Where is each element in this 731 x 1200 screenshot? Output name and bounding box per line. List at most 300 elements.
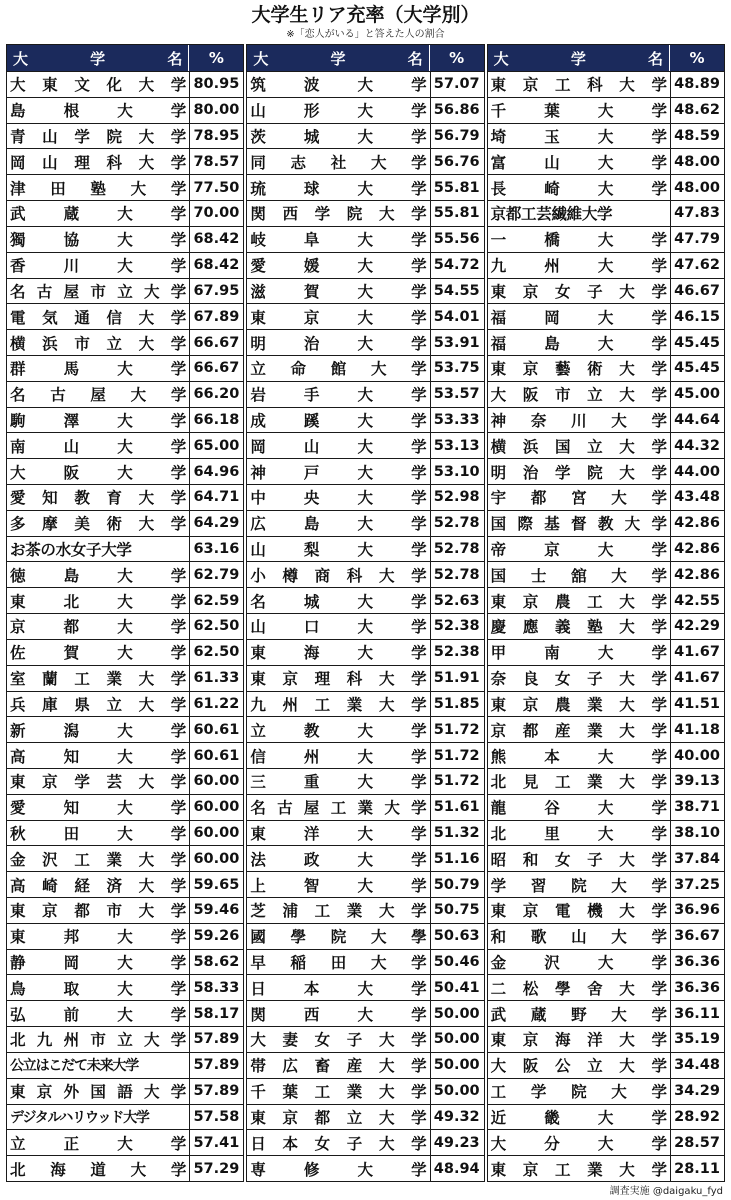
percent-value: 62.59 — [189, 588, 243, 613]
percent-value: 60.00 — [189, 769, 243, 794]
university-name: 立 命 館 大 学 — [250, 360, 427, 379]
header-name-char: 名 — [407, 49, 423, 68]
university-name: 静 岡 大 学 — [10, 954, 187, 973]
table-row — [247, 845, 483, 871]
table-row — [7, 949, 243, 975]
table-row — [488, 716, 724, 742]
percent-value: 67.95 — [189, 279, 243, 304]
table-row — [488, 1129, 724, 1155]
university-name: 青 山 学 院 大 学 — [10, 128, 187, 147]
university-name: 関 西 学 院 大 学 — [250, 205, 427, 224]
university-name: 大 妻 女 子 大 学 — [250, 1031, 427, 1050]
percent-value: 46.15 — [670, 304, 724, 329]
table-row — [488, 200, 724, 226]
university-name: 昭 和 女 子 大 学 — [490, 850, 667, 869]
university-name: 奈 良 女 子 大 学 — [490, 670, 667, 689]
university-name: 上 智 大 学 — [250, 876, 427, 895]
university-name: 京 都 産 業 大 学 — [490, 721, 667, 740]
table-row — [247, 691, 483, 717]
university-name: 芝 浦 工 業 大 学 — [250, 902, 427, 921]
column-header — [247, 45, 483, 71]
table-row — [247, 484, 483, 510]
university-name: デジタルハリウッド大学 — [10, 1109, 149, 1126]
percent-value: 52.78 — [430, 537, 484, 562]
university-name: 法 政 大 学 — [250, 850, 427, 869]
university-name: お茶の水女子大学 — [10, 541, 132, 560]
university-name: 北 海 道 大 学 — [10, 1160, 187, 1179]
university-name: 琉 球 大 学 — [250, 179, 427, 198]
table-row — [488, 871, 724, 897]
table-row — [7, 897, 243, 923]
percent-value: 34.29 — [670, 1079, 724, 1104]
table-row — [7, 123, 243, 149]
percent-value: 68.42 — [189, 227, 243, 252]
percent-value: 59.46 — [189, 898, 243, 923]
percent-value: 60.00 — [189, 795, 243, 820]
table-row — [247, 148, 483, 174]
percent-value: 45.45 — [670, 356, 724, 381]
table-rows — [488, 71, 724, 1181]
university-name: 近 畿 大 学 — [490, 1108, 667, 1127]
percent-value: 67.89 — [189, 304, 243, 329]
table-row — [488, 432, 724, 458]
percent-value: 40.00 — [670, 743, 724, 768]
table-row — [7, 355, 243, 381]
university-name: 神 戸 大 学 — [250, 463, 427, 482]
table-column-2 — [246, 44, 484, 1182]
header-percent: % — [429, 45, 484, 71]
percent-value: 65.00 — [189, 433, 243, 458]
university-name: 金 沢 大 学 — [490, 954, 667, 973]
university-name: 東 京 農 工 大 学 — [490, 592, 667, 611]
percent-value: 42.86 — [670, 511, 724, 536]
table-row — [247, 1052, 483, 1078]
percent-value: 46.67 — [670, 279, 724, 304]
university-name: 秋 田 大 学 — [10, 824, 187, 843]
table-row — [488, 303, 724, 329]
percent-value: 42.86 — [670, 537, 724, 562]
university-name: 同 志 社 大 学 — [250, 153, 427, 172]
table-row — [247, 974, 483, 1000]
university-name: 金 沢 工 業 大 学 — [10, 850, 187, 869]
percent-value: 41.51 — [670, 692, 724, 717]
university-name: 公立はこだて未来大学 — [10, 1058, 138, 1075]
percent-value: 56.79 — [430, 124, 484, 149]
percent-value: 61.33 — [189, 666, 243, 691]
university-name: 岡 山 大 学 — [250, 437, 427, 456]
university-name: 早 稲 田 大 学 — [250, 954, 427, 973]
table-row — [488, 1155, 724, 1181]
university-name: 東 京 外 国 語 大 学 — [10, 1083, 187, 1102]
table-row — [247, 1078, 483, 1104]
university-name: 明 治 学 院 大 学 — [490, 463, 667, 482]
table-row — [247, 252, 483, 278]
percent-value: 52.38 — [430, 614, 484, 639]
table-row — [247, 381, 483, 407]
university-name: 徳 島 大 学 — [10, 566, 187, 585]
percent-value: 60.00 — [189, 846, 243, 871]
university-name: 駒 澤 大 学 — [10, 411, 187, 430]
table-row — [247, 303, 483, 329]
percent-value: 50.46 — [430, 950, 484, 975]
university-name: 長 崎 大 学 — [490, 179, 667, 198]
university-name: 名 古 屋 大 学 — [10, 386, 187, 405]
university-name: 立 正 大 学 — [10, 1134, 187, 1153]
percent-value: 63.16 — [189, 537, 243, 562]
table-row — [488, 974, 724, 1000]
table-rows — [247, 71, 483, 1181]
university-name: 国 士 舘 大 学 — [490, 566, 667, 585]
percent-value: 54.01 — [430, 304, 484, 329]
table-row — [7, 329, 243, 355]
university-name: 成 蹊 大 学 — [250, 411, 427, 430]
table-row — [247, 587, 483, 613]
table-row — [7, 278, 243, 304]
percent-value: 55.81 — [430, 175, 484, 200]
percent-value: 52.98 — [430, 485, 484, 510]
university-name: 国 際 基 督 教 大 学 — [490, 515, 667, 534]
table-row — [247, 768, 483, 794]
table-row — [488, 1052, 724, 1078]
table-rows — [7, 71, 243, 1181]
ranking-table — [6, 44, 725, 1182]
table-row — [247, 716, 483, 742]
table-row — [7, 381, 243, 407]
university-name: 岐 阜 大 学 — [250, 231, 427, 250]
percent-value: 36.36 — [670, 975, 724, 1000]
table-row — [488, 329, 724, 355]
table-row — [7, 1052, 243, 1078]
percent-value: 62.50 — [189, 640, 243, 665]
table-row — [247, 1104, 483, 1130]
university-name: 学 習 院 大 学 — [490, 876, 667, 895]
university-name: 千 葉 大 学 — [490, 102, 667, 121]
percent-value: 78.57 — [189, 149, 243, 174]
table-row — [247, 536, 483, 562]
table-row — [488, 510, 724, 536]
header-name — [7, 45, 188, 71]
table-row — [247, 200, 483, 226]
table-row — [247, 613, 483, 639]
table-row — [7, 148, 243, 174]
percent-value: 48.89 — [670, 72, 724, 97]
percent-value: 52.78 — [430, 562, 484, 587]
header-name-char: 学 — [570, 49, 586, 68]
table-row — [488, 536, 724, 562]
percent-value: 60.00 — [189, 821, 243, 846]
percent-value: 53.57 — [430, 382, 484, 407]
university-name: 東 京 都 立 大 学 — [250, 1108, 427, 1127]
percent-value: 49.23 — [430, 1130, 484, 1155]
percent-value: 34.48 — [670, 1053, 724, 1078]
university-name: 東 京 工 業 大 学 — [490, 1160, 667, 1179]
university-name: 室 蘭 工 業 大 学 — [10, 670, 187, 689]
table-row — [247, 639, 483, 665]
university-name: 國 學 院 大 學 — [250, 928, 427, 947]
table-row — [247, 278, 483, 304]
table-row — [7, 613, 243, 639]
header-percent: % — [188, 45, 243, 71]
percent-value: 55.56 — [430, 227, 484, 252]
table-row — [7, 665, 243, 691]
header-name — [247, 45, 428, 71]
percent-value: 60.61 — [189, 717, 243, 742]
university-name: 北 見 工 業 大 学 — [490, 773, 667, 792]
percent-value: 37.84 — [670, 846, 724, 871]
university-name: 東 京 理 科 大 学 — [250, 670, 427, 689]
university-name: 東 京 工 科 大 学 — [490, 76, 667, 95]
percent-value: 50.00 — [430, 1053, 484, 1078]
table-row — [488, 561, 724, 587]
table-row — [488, 1000, 724, 1026]
table-row — [247, 820, 483, 846]
table-row — [247, 742, 483, 768]
university-name: 千 葉 工 業 大 学 — [250, 1083, 427, 1102]
percent-value: 48.59 — [670, 124, 724, 149]
percent-value: 51.72 — [430, 769, 484, 794]
table-row — [247, 871, 483, 897]
percent-value: 38.10 — [670, 821, 724, 846]
university-name: 新 潟 大 学 — [10, 721, 187, 740]
percent-value: 56.76 — [430, 149, 484, 174]
table-column-3 — [487, 44, 725, 1182]
university-name: 香 川 大 学 — [10, 257, 187, 276]
table-row — [7, 845, 243, 871]
table-row — [488, 226, 724, 252]
percent-value: 78.95 — [189, 124, 243, 149]
table-row — [247, 561, 483, 587]
percent-value: 37.25 — [670, 872, 724, 897]
table-row — [7, 174, 243, 200]
header-name-char: 学 — [330, 49, 346, 68]
percent-value: 62.79 — [189, 562, 243, 587]
university-name: 立 教 大 学 — [250, 721, 427, 740]
university-name: 日 本 女 子 大 学 — [250, 1134, 427, 1153]
university-name: 小 樽 商 科 大 学 — [250, 566, 427, 585]
percent-value: 50.00 — [430, 1027, 484, 1052]
table-row — [7, 871, 243, 897]
percent-value: 52.38 — [430, 640, 484, 665]
table-row — [488, 845, 724, 871]
table-row — [247, 897, 483, 923]
university-name: 広 島 大 学 — [250, 515, 427, 534]
table-row — [7, 1026, 243, 1052]
percent-value: 52.63 — [430, 588, 484, 613]
university-name: 一 橋 大 学 — [490, 231, 667, 250]
university-name: 和 歌 山 大 学 — [490, 928, 667, 947]
percent-value: 55.81 — [430, 201, 484, 226]
university-name: 名 城 大 学 — [250, 592, 427, 611]
table-row — [488, 97, 724, 123]
table-row — [7, 226, 243, 252]
percent-value: 59.26 — [189, 924, 243, 949]
table-row — [247, 123, 483, 149]
university-name: 慶 應 義 塾 大 学 — [490, 618, 667, 637]
table-row — [247, 407, 483, 433]
percent-value: 58.17 — [189, 1001, 243, 1026]
table-row — [7, 923, 243, 949]
table-row — [488, 355, 724, 381]
university-name: 大 分 大 学 — [490, 1134, 667, 1153]
university-name: 信 州 大 学 — [250, 747, 427, 766]
table-row — [488, 613, 724, 639]
university-name: 東 京 学 芸 大 学 — [10, 773, 187, 792]
university-name: 電 気 通 信 大 学 — [10, 308, 187, 327]
percent-value: 36.36 — [670, 950, 724, 975]
table-row — [488, 1078, 724, 1104]
table-row — [247, 949, 483, 975]
table-row — [488, 923, 724, 949]
table-row — [7, 1129, 243, 1155]
university-name: 福 島 大 学 — [490, 334, 667, 353]
percent-value: 47.83 — [670, 201, 724, 226]
percent-value: 68.42 — [189, 253, 243, 278]
percent-value: 28.92 — [670, 1105, 724, 1130]
table-row — [247, 510, 483, 536]
table-row — [7, 768, 243, 794]
percent-value: 53.91 — [430, 330, 484, 355]
table-row — [488, 639, 724, 665]
university-name: 山 梨 大 学 — [250, 541, 427, 560]
university-name: 龍 谷 大 学 — [490, 799, 667, 818]
university-name: 福 岡 大 学 — [490, 308, 667, 327]
percent-value: 64.96 — [189, 459, 243, 484]
percent-value: 54.55 — [430, 279, 484, 304]
header-percent: % — [669, 45, 724, 71]
university-name: 東 海 大 学 — [250, 644, 427, 663]
percent-value: 64.29 — [189, 511, 243, 536]
university-name: 岩 手 大 学 — [250, 386, 427, 405]
percent-value: 48.62 — [670, 98, 724, 123]
percent-value: 58.62 — [189, 950, 243, 975]
table-row — [488, 278, 724, 304]
university-name: 高 知 大 学 — [10, 747, 187, 766]
university-name: 九 州 工 業 大 学 — [250, 695, 427, 714]
page-subtitle: ※「恋人がいる」と答えた人の割合 — [286, 29, 445, 40]
table-row — [247, 355, 483, 381]
table-row — [7, 407, 243, 433]
university-name: 群 馬 大 学 — [10, 360, 187, 379]
percent-value: 51.91 — [430, 666, 484, 691]
percent-value: 38.71 — [670, 795, 724, 820]
table-row — [488, 458, 724, 484]
table-row — [7, 587, 243, 613]
university-name: 帯 広 畜 産 大 学 — [250, 1057, 427, 1076]
percent-value: 80.95 — [189, 72, 243, 97]
table-row — [7, 794, 243, 820]
university-name: 関 西 大 学 — [250, 1005, 427, 1024]
percent-value: 53.75 — [430, 356, 484, 381]
table-row — [7, 1104, 243, 1130]
university-name: 山 口 大 学 — [250, 618, 427, 637]
table-row — [247, 174, 483, 200]
percent-value: 47.79 — [670, 227, 724, 252]
percent-value: 44.64 — [670, 408, 724, 433]
credit-text: 調査実施 @daigaku_fyd — [609, 1186, 723, 1197]
table-row — [488, 174, 724, 200]
header-name-char: 大 — [13, 49, 29, 68]
university-name: 津 田 塾 大 学 — [10, 179, 187, 198]
university-name: 北 里 大 学 — [490, 824, 667, 843]
table-row — [7, 974, 243, 1000]
percent-value: 36.67 — [670, 924, 724, 949]
table-row — [7, 200, 243, 226]
university-name: 宇 都 宮 大 学 — [490, 489, 667, 508]
university-name: 東 北 大 学 — [10, 592, 187, 611]
table-row — [488, 665, 724, 691]
header-name — [488, 45, 669, 71]
percent-value: 28.57 — [670, 1130, 724, 1155]
percent-value: 66.18 — [189, 408, 243, 433]
table-row — [488, 381, 724, 407]
university-name: 弘 前 大 学 — [10, 1005, 187, 1024]
percent-value: 50.79 — [430, 872, 484, 897]
university-name: 愛 知 教 育 大 学 — [10, 489, 187, 508]
university-name: 大 阪 市 立 大 学 — [490, 386, 667, 405]
percent-value: 50.75 — [430, 898, 484, 923]
percent-value: 49.32 — [430, 1105, 484, 1130]
percent-value: 51.72 — [430, 717, 484, 742]
percent-value: 77.50 — [189, 175, 243, 200]
percent-value: 51.16 — [430, 846, 484, 871]
university-name: 熊 本 大 学 — [490, 747, 667, 766]
percent-value: 47.62 — [670, 253, 724, 278]
table-row — [247, 1026, 483, 1052]
university-name: 京都工芸繊維大学 — [490, 205, 613, 224]
university-name: 東 邦 大 学 — [10, 928, 187, 947]
percent-value: 50.63 — [430, 924, 484, 949]
percent-value: 44.00 — [670, 459, 724, 484]
university-name: 横 浜 市 立 大 学 — [10, 334, 187, 353]
percent-value: 54.72 — [430, 253, 484, 278]
table-row — [7, 742, 243, 768]
university-name: 鳥 取 大 学 — [10, 979, 187, 998]
university-name: 滋 賀 大 学 — [250, 282, 427, 301]
university-name: 富 山 大 学 — [490, 153, 667, 172]
table-row — [7, 1155, 243, 1181]
percent-value: 43.48 — [670, 485, 724, 510]
university-name: 名 古 屋 市 立 大 学 — [10, 282, 187, 301]
table-row — [247, 923, 483, 949]
header-name-char: 大 — [493, 49, 509, 68]
percent-value: 51.72 — [430, 743, 484, 768]
university-name: 東 京 海 洋 大 学 — [490, 1031, 667, 1050]
percent-value: 45.45 — [670, 330, 724, 355]
university-name: 二 松 學 舍 大 学 — [490, 979, 667, 998]
table-row — [7, 820, 243, 846]
university-name: 獨 協 大 学 — [10, 231, 187, 250]
university-name: 神 奈 川 大 学 — [490, 411, 667, 430]
percent-value: 45.00 — [670, 382, 724, 407]
university-name: 東 京 女 子 大 学 — [490, 282, 667, 301]
percent-value: 42.29 — [670, 614, 724, 639]
percent-value: 50.00 — [430, 1001, 484, 1026]
university-name: 佐 賀 大 学 — [10, 644, 187, 663]
percent-value: 57.89 — [189, 1079, 243, 1104]
university-name: 東 京 電 機 大 学 — [490, 902, 667, 921]
university-name: 日 本 大 学 — [250, 979, 427, 998]
percent-value: 70.00 — [189, 201, 243, 226]
percent-value: 61.22 — [189, 692, 243, 717]
table-row — [7, 484, 243, 510]
percent-value: 57.29 — [189, 1156, 243, 1181]
table-row — [7, 510, 243, 536]
table-row — [247, 432, 483, 458]
table-row — [488, 407, 724, 433]
percent-value: 51.61 — [430, 795, 484, 820]
university-name: 大 東 文 化 大 学 — [10, 76, 187, 95]
percent-value: 66.67 — [189, 330, 243, 355]
